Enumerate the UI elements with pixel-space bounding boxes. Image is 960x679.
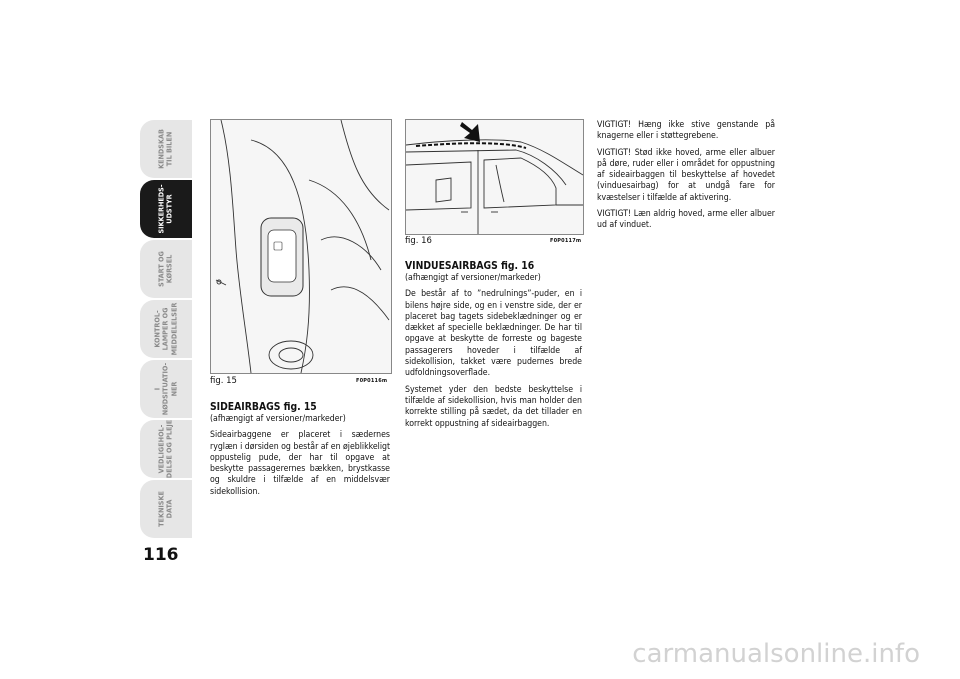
side-tab-kontrollamper[interactable]: KONTROL- LAMPER OG MEDDELELSER — [140, 300, 192, 358]
window-airbag-illustration — [406, 120, 583, 234]
sideairbags-text: Sideairbaggene er placeret i sædernes ryglæn i dørsiden og består af en øjeblikkeligt oppustelig pude, der har til opgave at beskytte passagerernes bækken, brystkasse og skuldre i tilfælde af en middelsvær sidekollision. — [210, 430, 391, 497]
sideairbags-subtitle: (afhængigt af versioner/markeder) — [210, 414, 346, 424]
figure-side-airbag — [210, 119, 392, 374]
fig16-label: fig. 16 — [405, 236, 432, 246]
airbag-label-plate — [261, 218, 303, 296]
heading-sideairbags: SIDEAIRBAGS fig. 15 — [210, 401, 317, 413]
down-arrow-icon — [460, 122, 480, 142]
page-number: 116 — [143, 545, 179, 565]
side-tab-start[interactable]: START OG KØRSEL — [140, 240, 192, 298]
section-sideairbags — [210, 401, 390, 503]
section-warnings — [597, 120, 775, 237]
fig15-code: F0P0116m — [356, 378, 388, 384]
side-tab-tekniske-data[interactable]: TEKNISKE DATA — [140, 480, 192, 538]
side-tab-nodsituationer[interactable]: I NØDSITUATIO- NER — [140, 360, 192, 418]
side-airbag-illustration — [211, 120, 391, 373]
heading-vinduesairbags: VINDUESAIRBAGS fig. 16 — [405, 260, 535, 272]
warning-2: VIGTIGT! Stød ikke hoved, arme eller albuer på døre, ruder eller i området for oppustning af sideairbaggen til beskyttelse af hovedet (vinduesairbag) for at undgå fare for kvæstelser i tilfælde af aktivering. — [597, 147, 775, 203]
warning-1: VIGTIGT! Hæng ikke stive genstande på knagerne eller i støttegrebene. — [597, 120, 775, 142]
side-tab-sikkerhedsudstyr[interactable]: SIKKERHEDS- UDSTYR — [140, 180, 192, 238]
watermark: carmanualsonline.info — [632, 639, 920, 669]
vinduesairbags-subtitle: (afhængigt af versioner/markeder) — [405, 273, 541, 283]
side-tab-vedligeholdelse[interactable]: VEDLIGEHOL- DELSE OG PLEJE — [140, 420, 192, 478]
side-tab-kendskab[interactable]: KENDSKAB TIL BILEN — [140, 120, 192, 178]
fig16-code: F0P0117m — [550, 238, 582, 244]
vinduesairbags-text-2: Systemet yder den bedste beskyttelse i tilfælde af sidekollision, hvis man holder den korrekte stilling på sædet, da det tillader en korrekt oppustning af sideairbaggen. — [405, 384, 582, 429]
vinduesairbags-text-1: De består af to ”nedrulnings”-puder, en i bilens højre side, og en i venstre side, der er placeret bag tagets sidebeklædninger og er dækket af specielle beklædninger. De har til opgave at beskytte de forreste og bageste passagerers hoveder i tilfælde af sidekollision, takket være pudernes brede udfoldningsoverflade. — [405, 289, 582, 379]
warning-3: VIGTIGT! Læn aldrig hoved, arme eller albuer ud af vinduet. — [597, 209, 775, 231]
figure-window-airbag — [405, 119, 584, 235]
fig15-label: fig. 15 — [210, 376, 237, 386]
section-vinduesairbags — [405, 260, 582, 435]
